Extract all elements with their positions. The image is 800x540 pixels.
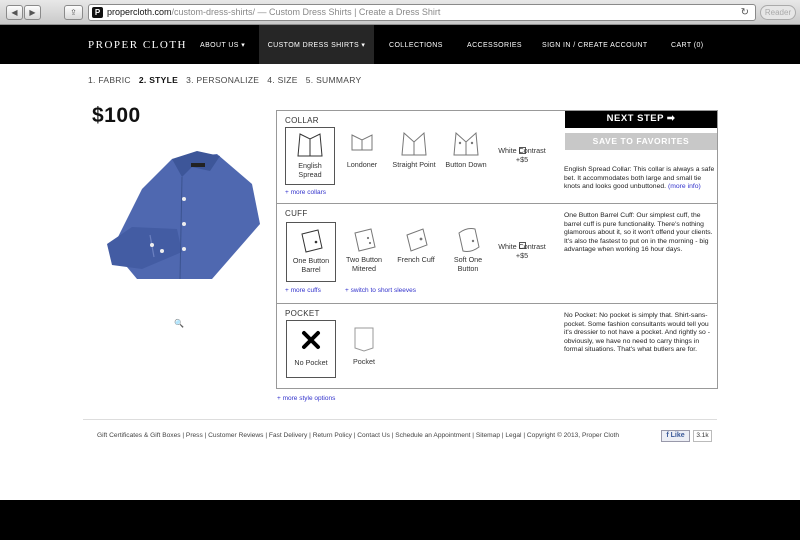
nav-accessories[interactable]: ACCESSORIES [467, 42, 522, 49]
footer-divider [83, 419, 717, 420]
collar-english-spread-icon [286, 128, 334, 162]
option-label: Pocket [353, 357, 375, 366]
collar-button-down-icon [441, 127, 491, 161]
collar-option-button-down[interactable] [441, 127, 491, 185]
pocket-title: POCKET [285, 309, 320, 318]
browser-toolbar [0, 0, 800, 25]
pocket-option-pocket[interactable] [339, 320, 389, 378]
cuff-option-white-contrast[interactable] [495, 222, 549, 282]
collar-title: COLLAR [285, 116, 319, 125]
step-style[interactable]: 2. STYLE [138, 75, 179, 85]
cuff-option-french-cuff[interactable] [391, 222, 441, 282]
cuff-mitered-icon [339, 222, 389, 256]
cuff-barrel-icon [287, 223, 335, 257]
collar-description [564, 166, 716, 192]
collar-londoner-icon [337, 127, 387, 161]
pocket-section [277, 304, 717, 388]
page-content [0, 64, 800, 500]
more-style-options-link[interactable]: + more style options [277, 395, 336, 402]
share-button[interactable]: ⇪ [64, 5, 83, 20]
cuff-section [277, 204, 717, 304]
url-host: propercloth.com [107, 7, 172, 17]
more-collars-link[interactable]: + more collars [285, 189, 326, 196]
more-cuffs-link[interactable]: + more cuffs [285, 287, 321, 294]
cuff-option-soft-one-button[interactable] [443, 222, 493, 282]
main-navigation [0, 25, 800, 64]
footer-links[interactable]: Gift Certificates & Gift Boxes | Press | Customer Reviews | Fast Delivery | Return Policy | Contact Us | Schedule an Appointment | Sitemap | Legal | Copyright © 2013, Proper Cloth [97, 432, 619, 439]
facebook-like-button[interactable]: f Like [661, 430, 690, 442]
option-label: Straight Point [392, 160, 436, 169]
option-label: Button Down [445, 160, 487, 169]
cuff-option-two-button-mitered[interactable] [339, 222, 389, 282]
pocket-icon [339, 320, 389, 358]
price: $100 [92, 104, 141, 127]
step-summary[interactable]: 5. SUMMARY [305, 75, 362, 85]
forward-button[interactable]: ▶ [24, 5, 41, 20]
short-sleeves-link[interactable]: + switch to short sleeves [345, 287, 416, 294]
pocket-option-none[interactable] [286, 320, 336, 378]
option-label: Londoner [346, 160, 378, 169]
shirt-preview-image [102, 149, 262, 284]
magnifier-icon[interactable]: 🔍 [174, 319, 184, 328]
style-options-panel [276, 110, 718, 389]
option-label: French Cuff [397, 255, 435, 264]
option-label: One Button Barrel [292, 256, 330, 274]
collar-option-english-spread[interactable] [285, 127, 335, 185]
page-title-in-url: — Custom Dress Shirts | Create a Dress Shirt [255, 7, 441, 17]
collar-option-white-contrast[interactable] [495, 127, 549, 185]
cuff-description: One Button Barrel Cuff: Our simplest cuff, the barrel cuff is pure functionality. There's nothing glamorous about it, so it won't offend your clients. It's also the fastest to put on in the morning - big advantage when working 16 hour days. [564, 212, 713, 253]
option-label: No Pocket [294, 358, 328, 367]
nav-cart[interactable]: CART (0) [671, 42, 704, 49]
step-fabric[interactable]: 1. FABRIC [88, 75, 131, 85]
cuff-soft-icon [443, 222, 493, 256]
nav-sign-in[interactable]: SIGN IN / CREATE ACCOUNT [542, 42, 648, 49]
option-label: White Contrast +$5 [498, 242, 546, 260]
reader-button[interactable]: Reader [760, 5, 796, 20]
more-info-link[interactable]: (more info) [667, 183, 701, 190]
window-bottom-bar [0, 500, 800, 540]
next-step-button[interactable]: NEXT STEP ➡ [565, 110, 717, 128]
option-label: Soft One Button [453, 255, 483, 273]
option-label: English Spread [298, 161, 322, 179]
cuff-french-icon [391, 222, 441, 256]
collar-straight-point-icon [389, 127, 439, 161]
back-button[interactable]: ◀ [6, 5, 23, 20]
url-path: /custom-dress-shirts/ [171, 7, 256, 17]
nav-collections[interactable]: COLLECTIONS [389, 42, 443, 49]
no-pocket-icon [287, 321, 335, 359]
collar-description-text: English Spread Collar: This collar is always a safe bet. It accommodates both large and small tie knots and looks good unbuttoned. [564, 166, 715, 190]
step-personalize[interactable]: 3. PERSONALIZE [186, 75, 260, 85]
save-to-favorites-button[interactable]: SAVE TO FAVORITES [565, 133, 717, 150]
nav-custom-dress-shirts[interactable]: CUSTOM DRESS SHIRTS ▾ [259, 25, 374, 64]
nav-about-us[interactable]: ABOUT US ▾ [200, 42, 246, 49]
favicon-icon: P [92, 7, 103, 18]
option-label: White Contrast +$5 [498, 146, 546, 164]
pocket-description: No Pocket: No pocket is simply that. Shirt-sans-pocket. Some fashion consultants would tell you it's dressier to not have a pocket. And rightly so - obviously, we have no need to carry things in formal situations. That's what butlers are for. [564, 312, 710, 353]
step-breadcrumb [88, 75, 369, 85]
step-size[interactable]: 4. SIZE [267, 75, 298, 85]
collar-option-londoner[interactable] [337, 127, 387, 185]
collar-option-straight-point[interactable] [389, 127, 439, 185]
site-logo[interactable]: PROPER CLOTH [88, 39, 187, 51]
address-bar[interactable] [88, 4, 756, 21]
cuff-title: CUFF [285, 209, 308, 218]
option-label: Two Button Mitered [346, 255, 382, 273]
facebook-like-count: 3.1k [693, 430, 712, 442]
reload-icon[interactable]: ↻ [740, 7, 749, 18]
cuff-option-one-button-barrel[interactable] [286, 222, 336, 282]
collar-section [277, 111, 717, 204]
